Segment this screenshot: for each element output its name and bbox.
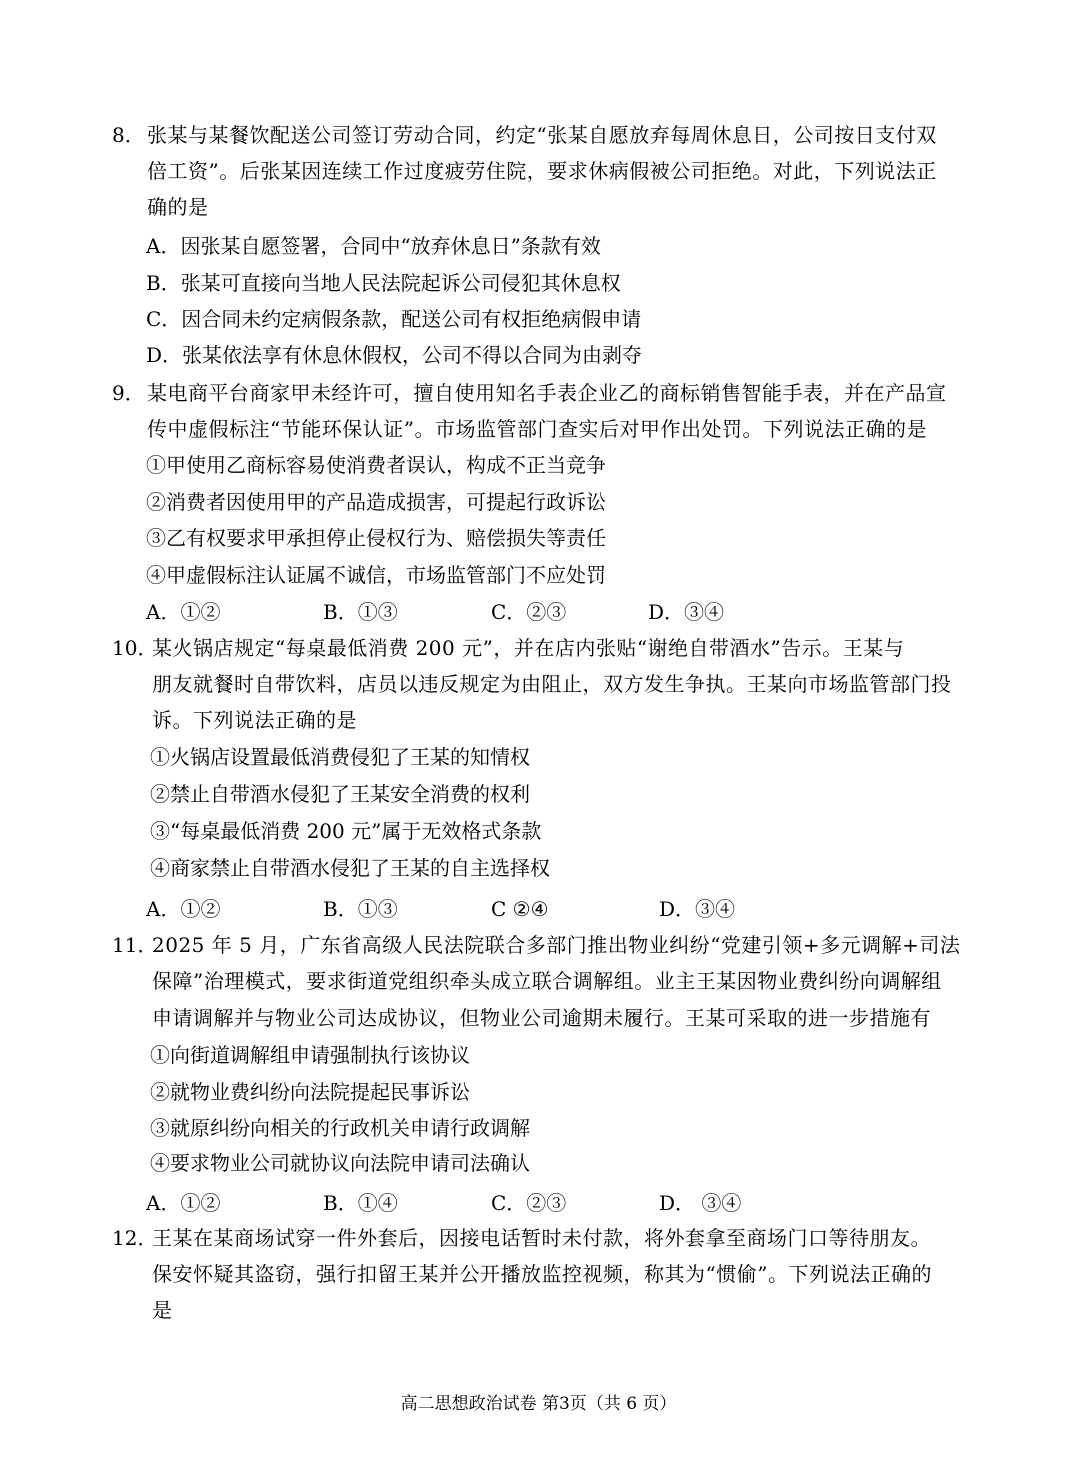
choice-c: C．②③ xyxy=(491,600,567,624)
choice-a: A．①② xyxy=(146,600,221,624)
choice-b: B．①③ xyxy=(323,897,398,921)
question-number: 11． xyxy=(112,933,158,957)
statement-item: ①火锅店设置最低消费侵犯了王某的知情权 xyxy=(150,745,530,769)
question-stem-line: 保安怀疑其盗窃，强行扣留王某并公开播放监控视频，称其为“惯偷”。下列说法正确的 xyxy=(152,1262,932,1286)
statement-item: ②禁止自带酒水侵犯了王某安全消费的权利 xyxy=(150,782,530,806)
statement-item: ③“每桌最低消费 200 元”属于无效格式条款 xyxy=(150,819,542,843)
choice-b: B．①④ xyxy=(323,1191,398,1215)
statement-item: ③就原纠纷向相关的行政机关申请行政调解 xyxy=(150,1116,530,1140)
question-stem-line: 保障”治理模式，要求街道党组织牵头成立联合调解组。业主王某因物业费纠纷向调解组 xyxy=(152,969,942,993)
choice-d: D．③④ xyxy=(648,600,725,624)
choice-a: A．①② xyxy=(146,1191,221,1215)
question-stem-line: 申请调解并与物业公司达成协议，但物业公司逾期未履行。王某可采取的进一步措施有 xyxy=(152,1006,931,1030)
page-footer: 高二思想政治试卷 第3页（共 6 页） xyxy=(400,1394,677,1414)
choice-c: C ②④ xyxy=(491,897,549,921)
statement-item: ②消费者因使用甲的产品造成损害，可提起行政诉讼 xyxy=(146,490,606,514)
question-stem-line: 某火锅店规定“每桌最低消费 200 元”，并在店内张贴“谢绝自带酒水”告示。王某与 xyxy=(152,636,905,660)
statement-item: ④要求物业公司就协议向法院申请司法确认 xyxy=(150,1151,530,1175)
question-stem-line: 王某在某商场试穿一件外套后，因接电话暂时未付款，将外套拿至商场门口等待朋友。 xyxy=(152,1226,931,1250)
choice-d: D．③④ xyxy=(659,897,736,921)
choice-d: D． ③④ xyxy=(659,1191,742,1215)
statement-item: ①甲使用乙商标容易使消费者误认，构成不正当竞争 xyxy=(146,453,606,477)
statement-item: ②就物业费纠纷向法院提起民事诉讼 xyxy=(150,1080,470,1104)
question-stem-line: 是 xyxy=(152,1298,173,1322)
option-c: C．因合同未约定病假条款，配送公司有权拒绝病假申请 xyxy=(146,307,642,331)
question-stem-line: 朋友就餐时自带饮料，店员以违反规定为由阻止，双方发生争执。王某向市场监管部门投 xyxy=(152,672,952,696)
option-d: D．张某依法享有休息休假权，公司不得以合同为由剥夺 xyxy=(146,343,643,367)
question-stem-line: 某电商平台商家甲未经许可，擅自使用知名手表企业乙的商标销售智能手表，并在产品宣 xyxy=(147,381,947,405)
question-number: 8． xyxy=(112,123,145,147)
question-stem-line: 张某与某餐饮配送公司签订劳动合同，约定“张某自愿放弃每周休息日，公司按日支付双 xyxy=(147,123,937,147)
question-stem-line: 确的是 xyxy=(147,195,209,219)
choice-c: C．②③ xyxy=(491,1191,567,1215)
option-a: A．因张某自愿签署，合同中“放弃休息日”条款有效 xyxy=(146,234,601,258)
choice-a: A．①② xyxy=(146,897,221,921)
question-number: 9． xyxy=(112,381,145,405)
choice-b: B．①③ xyxy=(323,600,398,624)
option-b: B．张某可直接向当地人民法院起诉公司侵犯其休息权 xyxy=(146,271,621,295)
statement-item: ④甲虚假标注认证属不诚信，市场监管部门不应处罚 xyxy=(146,563,606,587)
statement-item: ①向街道调解组申请强制执行该协议 xyxy=(150,1043,470,1067)
statement-item: ④商家禁止自带酒水侵犯了王某的自主选择权 xyxy=(150,856,550,880)
question-number: 12． xyxy=(112,1226,158,1250)
question-stem-line: 传中虚假标注“节能环保认证”。市场监管部门查实后对甲作出处罚。下列说法正确的是 xyxy=(147,417,927,441)
question-stem-line: 诉。下列说法正确的是 xyxy=(152,708,357,732)
statement-item: ③乙有权要求甲承担停止侵权行为、赔偿损失等责任 xyxy=(146,526,606,550)
question-number: 10． xyxy=(112,636,158,660)
question-stem-line: 2025 年 5 月，广东省高级人民法院联合多部门推出物业纠纷“党建引领+多元调解+司法 xyxy=(152,933,961,957)
question-stem-line: 倍工资”。后张某因连续工作过度疲劳住院，要求休病假被公司拒绝。对此，下列说法正 xyxy=(147,159,937,183)
